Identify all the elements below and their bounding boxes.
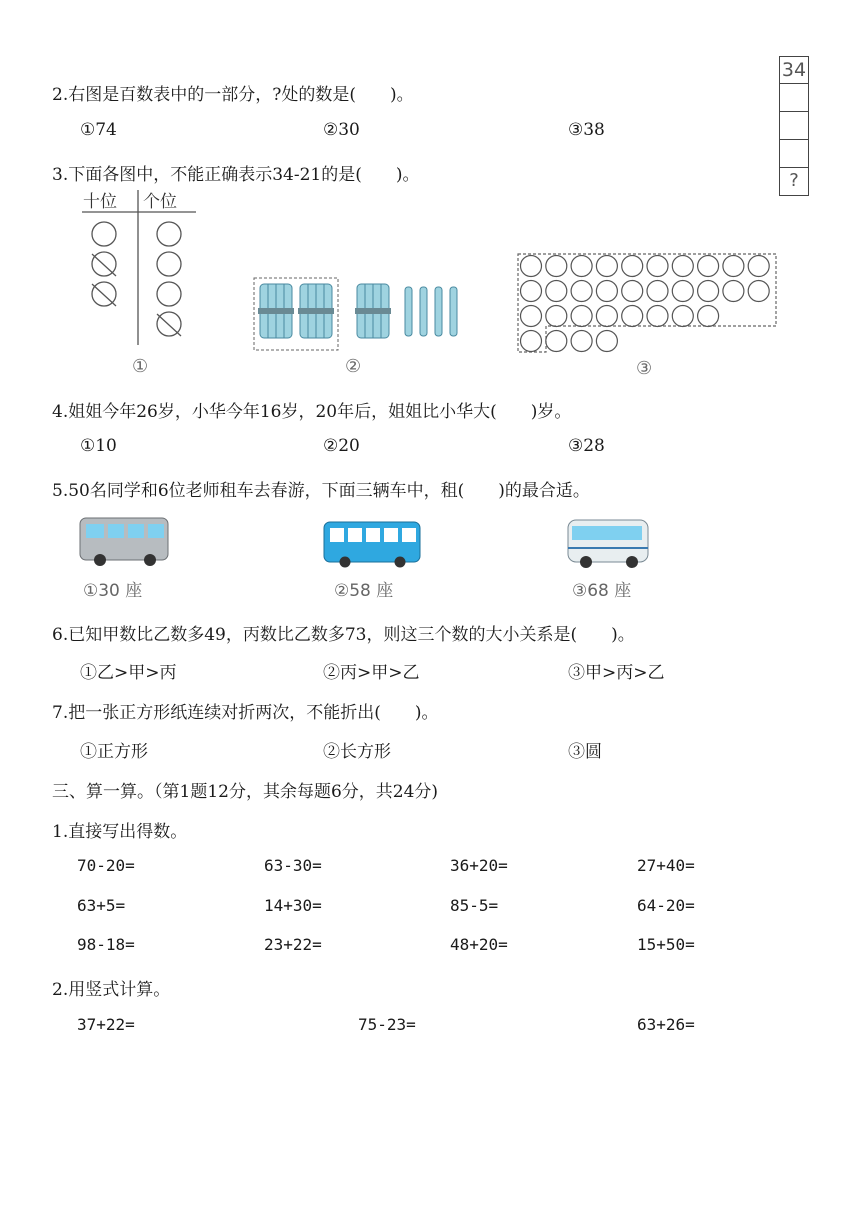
question-3-text: 3.下面各图中，不能正确表示34-21的是( )。 xyxy=(52,165,420,185)
question-5-text: 5.50名同学和6位老师租车去春游，下面三辆车中，租( )的最合适。 xyxy=(52,481,590,501)
question-4-text: 4.姐姐今年26岁，小华今年16岁，20年后，姐姐比小华大( )岁。 xyxy=(52,402,572,422)
caption-2: ② xyxy=(345,356,362,377)
calc-item: 64-20= xyxy=(637,896,695,915)
q2-option-3[interactable]: ③38 xyxy=(568,120,605,140)
vertical-calc-item: 37+22= xyxy=(77,1015,135,1034)
q6-option-3[interactable]: ③甲>丙>乙 xyxy=(568,663,665,683)
ones-label: 个位 xyxy=(143,192,177,212)
caption-1: ① xyxy=(132,356,149,377)
bus-caption-2: ②58 座 xyxy=(334,581,394,601)
calc-item: 48+20= xyxy=(450,935,508,954)
calc-item: 27+40= xyxy=(637,856,695,875)
calc-item: 15+50= xyxy=(637,935,695,954)
calc-item: 36+20= xyxy=(450,856,508,875)
section-3-sub-1: 1.直接写出得数。 xyxy=(52,822,188,842)
chart-cell-question: ? xyxy=(779,168,809,196)
city-bus-icon xyxy=(324,522,420,568)
q4-option-2[interactable]: ②20 xyxy=(323,436,360,456)
caption-3: ③ xyxy=(636,358,653,379)
question-2-text: 2.右图是百数表中的一部分，?处的数是( )。 xyxy=(52,85,414,105)
calc-item: 63+5= xyxy=(77,896,126,915)
q6-option-1[interactable]: ①乙>甲>丙 xyxy=(80,663,177,683)
calc-item: 70-20= xyxy=(77,856,135,875)
vertical-calc-item: 75-23= xyxy=(358,1015,416,1034)
q4-option-1[interactable]: ①10 xyxy=(80,436,117,456)
calc-item: 23+22= xyxy=(264,935,322,954)
q2-option-2[interactable]: ②30 xyxy=(323,120,360,140)
q2-option-1[interactable]: ①74 xyxy=(80,120,117,140)
q6-option-2[interactable]: ②丙>甲>乙 xyxy=(323,663,420,683)
bus-caption-1: ①30 座 xyxy=(83,581,143,601)
calc-item: 85-5= xyxy=(450,896,499,915)
question-7-text: 7.把一张正方形纸连续对折两次，不能折出( )。 xyxy=(52,703,439,723)
q7-option-2[interactable]: ②长方形 xyxy=(323,742,391,762)
q7-option-1[interactable]: ①正方形 xyxy=(80,742,148,762)
question-6-text: 6.已知甲数比乙数多49，丙数比乙数多73，则这三个数的大小关系是( )。 xyxy=(52,625,635,645)
calc-item: 63-30= xyxy=(264,856,322,875)
vertical-calc-item: 63+26= xyxy=(637,1015,695,1034)
bus-caption-3: ③68 座 xyxy=(572,581,632,601)
section-3-title: 三、算一算。（第1题12分，其余每题6分，共24分) xyxy=(52,782,439,802)
q7-option-3[interactable]: ③圆 xyxy=(568,742,602,762)
section-3-sub-2: 2.用竖式计算。 xyxy=(52,980,171,1000)
chart-cell-34: 34 xyxy=(779,56,809,84)
van-icon xyxy=(80,518,168,566)
coach-bus-icon xyxy=(568,520,648,568)
bus-images xyxy=(0,0,860,600)
calc-item: 14+30= xyxy=(264,896,322,915)
q4-option-3[interactable]: ③28 xyxy=(568,436,605,456)
tens-label: 十位 xyxy=(83,192,117,212)
calc-item: 98-18= xyxy=(77,935,135,954)
